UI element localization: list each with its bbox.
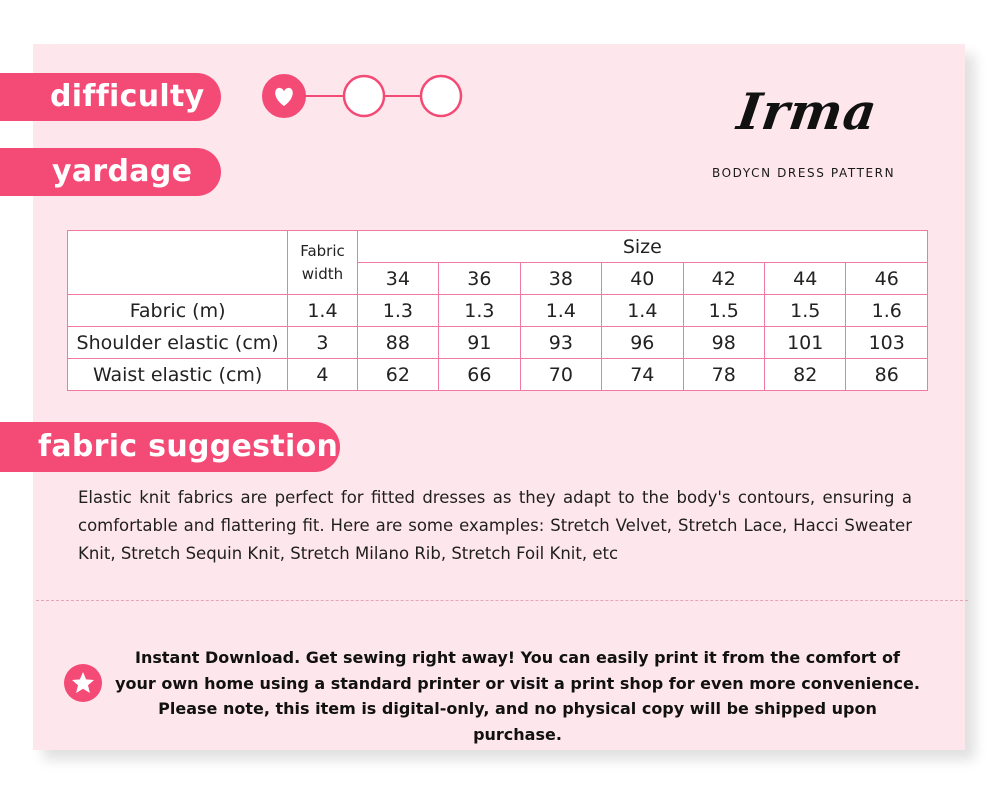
size-cell: 36 [439,263,520,295]
row-value: 98 [683,327,764,359]
row-value: 1.4 [602,295,683,327]
difficulty-rating [260,72,466,122]
row-width: 3 [288,327,357,359]
size-cell: 40 [602,263,683,295]
fabric-suggestion-text: Elastic knit fabrics are perfect for fitted dresses as they adapt to the body's contours, ensuring a comfortable and flattering fit. Here are some examples: Stretch Velvet, Stretch Lace, Hacci Sweater Knit, Stretch Sequin Knit, Stretch Milano Rib, Stretch Foil Knit, etc [78,488,912,563]
row-value: 91 [439,327,520,359]
row-value: 101 [765,327,846,359]
size-cell: 38 [520,263,601,295]
yardage-table [67,230,928,391]
table-row [68,359,928,391]
row-label: Shoulder elastic (cm) [68,327,288,359]
fabric-suggestion-heading: fabric suggestion [0,422,340,472]
row-label: Fabric (m) [68,295,288,327]
size-cell: 46 [846,263,928,295]
brand-subtitle: BODYCN DRESS PATTERN [712,166,896,180]
brand-title: Irma [733,82,882,141]
row-label: Waist elastic (cm) [68,359,288,391]
row-value: 88 [357,327,438,359]
row-value: 1.6 [846,295,928,327]
download-notice: Instant Download. Get sewing right away! You can easily print it from the comfort of your own home using a standard printer or visit a print shop for even more convenience. Please note, this item is digital-only, and no physical copy will be shipped upon purchase. [115,648,920,744]
row-value: 1.5 [765,295,846,327]
size-cell: 34 [357,263,438,295]
table-row [68,327,928,359]
row-value: 1.5 [683,295,764,327]
section-divider [36,600,968,601]
row-value: 86 [846,359,928,391]
row-value: 62 [357,359,438,391]
row-value: 78 [683,359,764,391]
rating-dot-empty [344,76,384,116]
row-width: 1.4 [288,295,357,327]
fabric-width-header [288,231,357,295]
row-value: 74 [602,359,683,391]
rating-dot-empty [421,76,461,116]
row-value: 103 [846,327,928,359]
difficulty-heading: difficulty [0,73,221,121]
fabric-width-header-line2: width [301,264,344,283]
row-width: 4 [288,359,357,391]
row-value: 1.3 [357,295,438,327]
yardage-heading: yardage [0,148,221,196]
table-corner-cell [68,231,288,295]
row-value: 82 [765,359,846,391]
table-row [68,295,928,327]
row-value: 66 [439,359,520,391]
row-value: 1.3 [439,295,520,327]
table-header-row [68,231,928,263]
row-value: 70 [520,359,601,391]
size-header: Size [357,231,927,263]
size-cell: 42 [683,263,764,295]
star-icon [63,663,103,703]
row-value: 1.4 [520,295,601,327]
row-value: 93 [520,327,601,359]
size-cell: 44 [765,263,846,295]
row-value: 96 [602,327,683,359]
fabric-width-header-line1: Fabric [300,241,345,260]
